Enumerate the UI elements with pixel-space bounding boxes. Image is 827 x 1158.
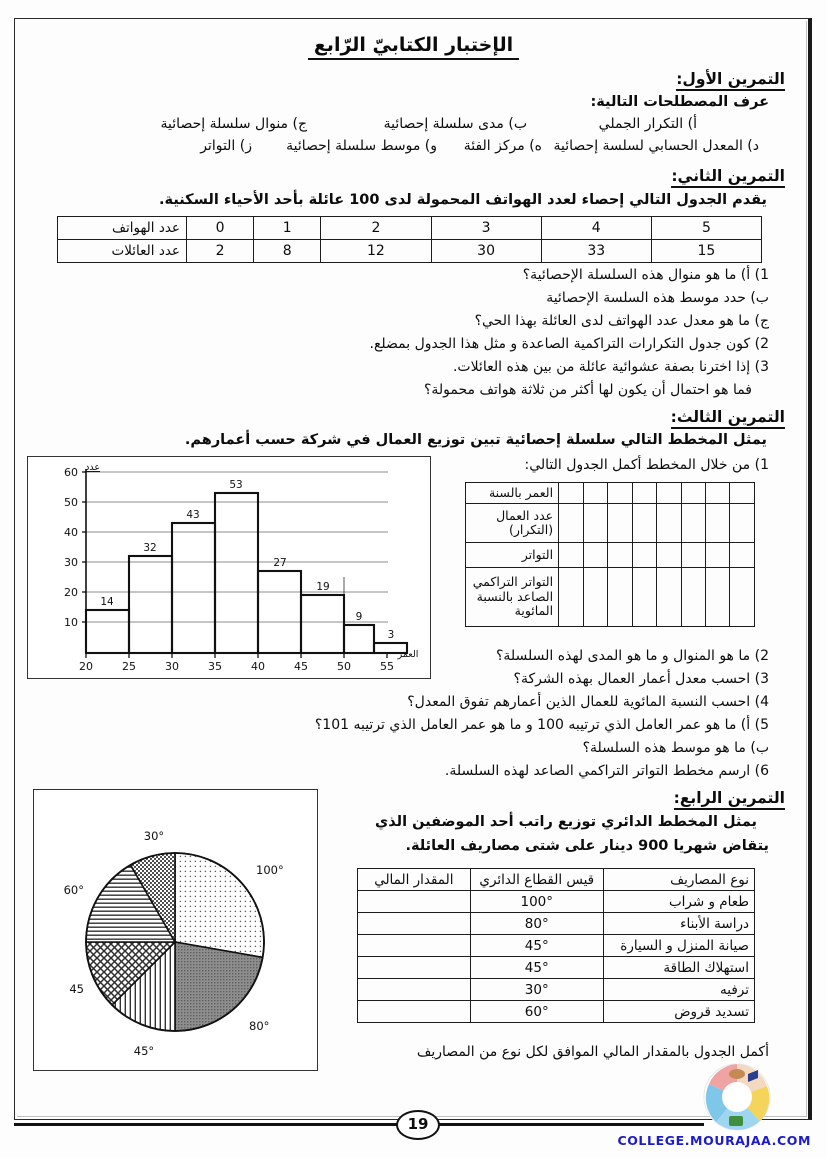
row-label-phones: عدد الهواتف xyxy=(58,217,187,240)
blank-cell[interactable] xyxy=(730,483,755,504)
bar-label-2: 43 xyxy=(186,509,200,521)
x-tick-55: 55 xyxy=(380,660,394,673)
page-title-text: الإختبار الكتابيّ الرّابع xyxy=(308,34,519,60)
cell-amount-3[interactable] xyxy=(358,957,471,979)
blank-cell[interactable] xyxy=(559,504,583,543)
bar-label-3: 53 xyxy=(229,479,243,491)
exercise1-term-b: ب) مدى سلسلة إحصائية xyxy=(383,116,527,132)
blank-cell[interactable] xyxy=(730,568,755,627)
cell-families-5: 15 xyxy=(651,240,761,263)
bar-label-0: 14 xyxy=(100,596,114,608)
exercise3-intro: يمثل المخطط التالي سلسلة إحصائية تبين توزيع العمال في شركة حسب أعمارهم. xyxy=(184,432,767,448)
exercise2-heading: التمرين الثاني: xyxy=(671,167,785,185)
bar-43 xyxy=(172,523,215,653)
y-tick-30: 30 xyxy=(64,556,78,569)
blank-cell[interactable] xyxy=(559,543,583,568)
blank-cell[interactable] xyxy=(730,543,755,568)
x-tick-50: 50 xyxy=(337,660,351,673)
y-tick-50: 50 xyxy=(64,496,78,509)
x-tick-labels xyxy=(79,660,394,673)
exercise3-question-5b: ب) ما هو موسط هذه السلسلة؟ xyxy=(582,740,769,756)
cell-amount-1[interactable] xyxy=(358,913,471,935)
exercise1-heading: التمرين الأول: xyxy=(676,70,785,88)
x-axis-label: العمر xyxy=(397,649,419,660)
school-logo-icon xyxy=(700,1060,774,1134)
header-amount: المقدار المالي xyxy=(358,869,471,891)
pie-label-60: 60° xyxy=(63,883,84,897)
exercise1-instruction: عرف المصطلحات التالية: xyxy=(590,94,769,110)
blank-cell[interactable] xyxy=(681,568,705,627)
exercise2-question-1a: 1) أ) ما هو منوال هذه السلسلة الإحصائية؟ xyxy=(522,267,769,283)
histogram-chart xyxy=(27,456,431,679)
cell-families-1: 8 xyxy=(254,240,321,263)
exercise1-term-g: ز) التواتر xyxy=(200,138,252,154)
pie-chart-svg xyxy=(34,790,317,1070)
blank-cell[interactable] xyxy=(632,543,656,568)
blank-cell[interactable] xyxy=(681,543,705,568)
cell-amount-0[interactable] xyxy=(358,891,471,913)
table-row xyxy=(466,504,755,543)
x-tick-45: 45 xyxy=(294,660,308,673)
exercise4-intro-line1: يمثل المخطط الدائري توزيع راتب أحد الموضفين الذي xyxy=(375,814,757,830)
cell-type-5: تسديد قروض xyxy=(603,1001,754,1023)
bar-19 xyxy=(301,595,344,653)
cell-type-3: استهلاك الطاقة xyxy=(603,957,754,979)
cell-phones-0: 0 xyxy=(187,217,254,240)
bar-label-7: 3 xyxy=(387,629,395,641)
exercise3-question-6: 6) ارسم مخطط التواتر التراكمي الصاعد لهذه السلسلة. xyxy=(444,763,769,779)
table-row xyxy=(358,957,755,979)
exercise2-intro: يقدم الجدول التالي إحصاء لعدد الهواتف المحمولة لدى 100 عائلة بأحد الأحياء السكنية. xyxy=(159,192,767,208)
blank-cell[interactable] xyxy=(583,483,607,504)
exercise1-term-f: و) موسط سلسلة إحصائية xyxy=(286,138,437,154)
y-tick-60: 60 xyxy=(64,466,78,479)
y-tick-10: 10 xyxy=(64,616,78,629)
cell-type-2: صيانة المنزل و السيارة xyxy=(603,935,754,957)
exercise3-question-5a: 5) أ) ما هو عمر العامل الذي ترتيبه 100 و ما هو عمر العامل الذي ترتيبه 101؟ xyxy=(314,717,769,733)
pie-label-30: 30° xyxy=(143,829,165,843)
table-row xyxy=(58,240,762,263)
blank-cell[interactable] xyxy=(681,483,705,504)
blank-cell[interactable] xyxy=(632,504,656,543)
table-row xyxy=(358,913,755,935)
exercise4-expenses-table xyxy=(357,868,755,1023)
website-url: COLLEGE.MOURAJAA.COM xyxy=(617,1133,811,1148)
y-tick-labels xyxy=(64,466,78,629)
exercise2-question-3: 3) إذا اخترنا بصفة عشوائية عائلة من بين هذه العائلات. xyxy=(452,359,769,375)
pie-chart xyxy=(33,789,318,1071)
row-label-age: العمر بالسنة xyxy=(466,483,559,504)
grid-lines xyxy=(86,472,388,622)
table-row xyxy=(466,483,755,504)
blank-cell[interactable] xyxy=(608,504,632,543)
exercise1-term-d: د) المعدل الحسابي لسلسة إحصائية xyxy=(553,138,759,154)
blank-cell[interactable] xyxy=(706,483,730,504)
histogram-svg xyxy=(28,457,430,678)
exercise2-question-2: 2) كون جدول التكرارات التراكمية الصاعدة و مثل هذا الجدول بمضلع. xyxy=(369,336,769,352)
exercise3-question-4: 4) احسب النسبة المائوية للعمال الذين أعمارهم تفوق المعدل؟ xyxy=(407,694,769,710)
pie-slice-100 xyxy=(175,853,264,957)
cell-phones-3: 3 xyxy=(431,217,541,240)
bin-separators xyxy=(129,577,344,653)
blank-cell[interactable] xyxy=(559,568,583,627)
header-angle: قيس القطاع الدائري xyxy=(470,869,603,891)
cell-angle-3: 45° xyxy=(470,957,603,979)
blank-cell[interactable] xyxy=(657,543,681,568)
blank-cell[interactable] xyxy=(583,543,607,568)
x-tick-35: 35 xyxy=(208,660,222,673)
pie-label-80: 80° xyxy=(249,1019,270,1033)
cell-angle-5: 60° xyxy=(470,1001,603,1023)
x-tick-25: 25 xyxy=(122,660,136,673)
blank-cell[interactable] xyxy=(608,568,632,627)
row-label-frequency: التواتر xyxy=(466,543,559,568)
bar-label-5: 19 xyxy=(316,581,330,593)
exercise4-closing: أكمل الجدول بالمقدار المالي الموافق لكل نوع من المصاريف xyxy=(416,1044,769,1060)
blank-cell[interactable] xyxy=(681,504,705,543)
row-label-workers: عدد العمال (التكرار) xyxy=(466,504,559,543)
blank-cell[interactable] xyxy=(632,568,656,627)
page-title xyxy=(0,34,827,60)
table-row xyxy=(466,568,755,627)
exercise3-question-3: 3) احسب معدل أعمار العمال بهذه الشركة؟ xyxy=(513,671,769,687)
cell-families-0: 2 xyxy=(187,240,254,263)
cell-type-4: ترفيه xyxy=(603,979,754,1001)
y-axis-label: عدد xyxy=(85,462,100,473)
cell-amount-4[interactable] xyxy=(358,979,471,1001)
cell-families-2: 12 xyxy=(321,240,431,263)
exercise3-question-2: 2) ما هو المنوال و ما هو المدى لهذه السلسلة؟ xyxy=(495,648,769,664)
blank-cell[interactable] xyxy=(583,504,607,543)
cell-type-0: طعام و شراب xyxy=(603,891,754,913)
bar-32 xyxy=(129,556,172,653)
exercise2-question-1c: ج) ما هو معدل عدد الهواتف لدى العائلة بهذا الحي؟ xyxy=(474,313,769,329)
bar-9 xyxy=(344,625,374,653)
cell-angle-4: 30° xyxy=(470,979,603,1001)
y-tick-20: 20 xyxy=(64,586,78,599)
blank-cell[interactable] xyxy=(608,543,632,568)
blank-cell[interactable] xyxy=(657,568,681,627)
cell-angle-2: 45° xyxy=(470,935,603,957)
table-row xyxy=(358,935,755,957)
cell-phones-5: 5 xyxy=(651,217,761,240)
bar-value-labels xyxy=(100,479,394,641)
bar-label-4: 27 xyxy=(273,557,287,569)
bar-27 xyxy=(258,571,301,653)
cell-angle-1: 80° xyxy=(470,913,603,935)
row-label-families: عدد العائلات xyxy=(58,240,187,263)
y-tick-40: 40 xyxy=(64,526,78,539)
table-row xyxy=(58,217,762,240)
cell-phones-2: 2 xyxy=(321,217,431,240)
exercise1-term-c: ج) منوال سلسلة إحصائية xyxy=(160,116,307,132)
blank-cell[interactable] xyxy=(657,504,681,543)
x-tick-20: 20 xyxy=(79,660,93,673)
exercise4-intro-line2: يتقاض شهريا 900 دينار على شتى مصاريف العائلة. xyxy=(405,838,769,854)
cell-amount-2[interactable] xyxy=(358,935,471,957)
cell-angle-0: 100° xyxy=(470,891,603,913)
blank-cell[interactable] xyxy=(706,568,730,627)
cell-phones-1: 1 xyxy=(254,217,321,240)
bar-label-1: 32 xyxy=(143,542,157,554)
table-row xyxy=(466,543,755,568)
pie-slice-80 xyxy=(175,942,263,1031)
exercise2-data-table xyxy=(57,216,762,263)
exercise2-question-1b: ب) حدد موسط هذه السلسة الإحصائية xyxy=(546,290,769,306)
exercise2-question-3-cont: فما هو احتمال أن يكون لها أكثر من ثلاثة هواتف محمولة؟ xyxy=(423,382,752,398)
header-type: نوع المصاريف xyxy=(603,869,754,891)
blank-cell[interactable] xyxy=(730,504,755,543)
pie-label-45-vertical: 45° xyxy=(133,1044,155,1058)
exercise3-heading: التمرين الثالث: xyxy=(671,408,785,426)
x-tick-40: 40 xyxy=(251,660,265,673)
table-row xyxy=(358,979,755,1001)
bar-14 xyxy=(86,610,129,653)
blank-cell[interactable] xyxy=(559,483,583,504)
exercise1-term-a: أ) التكرار الجملي xyxy=(598,116,697,132)
exercise3-question-1: 1) من خلال المخطط أكمل الجدول التالي: xyxy=(524,457,769,473)
exercise3-blank-table xyxy=(465,482,755,627)
table-row xyxy=(358,1001,755,1023)
cell-families-4: 33 xyxy=(541,240,651,263)
exercise4-heading: التمرين الرابع: xyxy=(674,789,785,807)
blank-cell[interactable] xyxy=(657,483,681,504)
histogram-bars xyxy=(86,493,407,653)
bar-label-6: 9 xyxy=(355,611,363,623)
cell-families-3: 30 xyxy=(431,240,541,263)
blank-cell[interactable] xyxy=(706,543,730,568)
table-row xyxy=(358,891,755,913)
cell-phones-4: 4 xyxy=(541,217,651,240)
blank-cell[interactable] xyxy=(583,568,607,627)
blank-cell[interactable] xyxy=(632,483,656,504)
page-number: 19 xyxy=(396,1110,440,1140)
table-header-row xyxy=(358,869,755,891)
exercise1-term-e: ه) مركز الفئة xyxy=(463,138,542,154)
x-tick-30: 30 xyxy=(165,660,179,673)
pie-label-100: 100° xyxy=(256,863,284,877)
blank-cell[interactable] xyxy=(608,483,632,504)
pie-label-45-cross: 45 xyxy=(69,982,84,996)
cell-type-1: دراسة الأبناء xyxy=(603,913,754,935)
row-label-cumulative: التواتر التراكمي الصاعد بالنسبة المائوية xyxy=(466,568,559,627)
bar-53 xyxy=(215,493,258,653)
footer-rule xyxy=(14,1123,704,1126)
blank-cell[interactable] xyxy=(706,504,730,543)
cell-amount-5[interactable] xyxy=(358,1001,471,1023)
